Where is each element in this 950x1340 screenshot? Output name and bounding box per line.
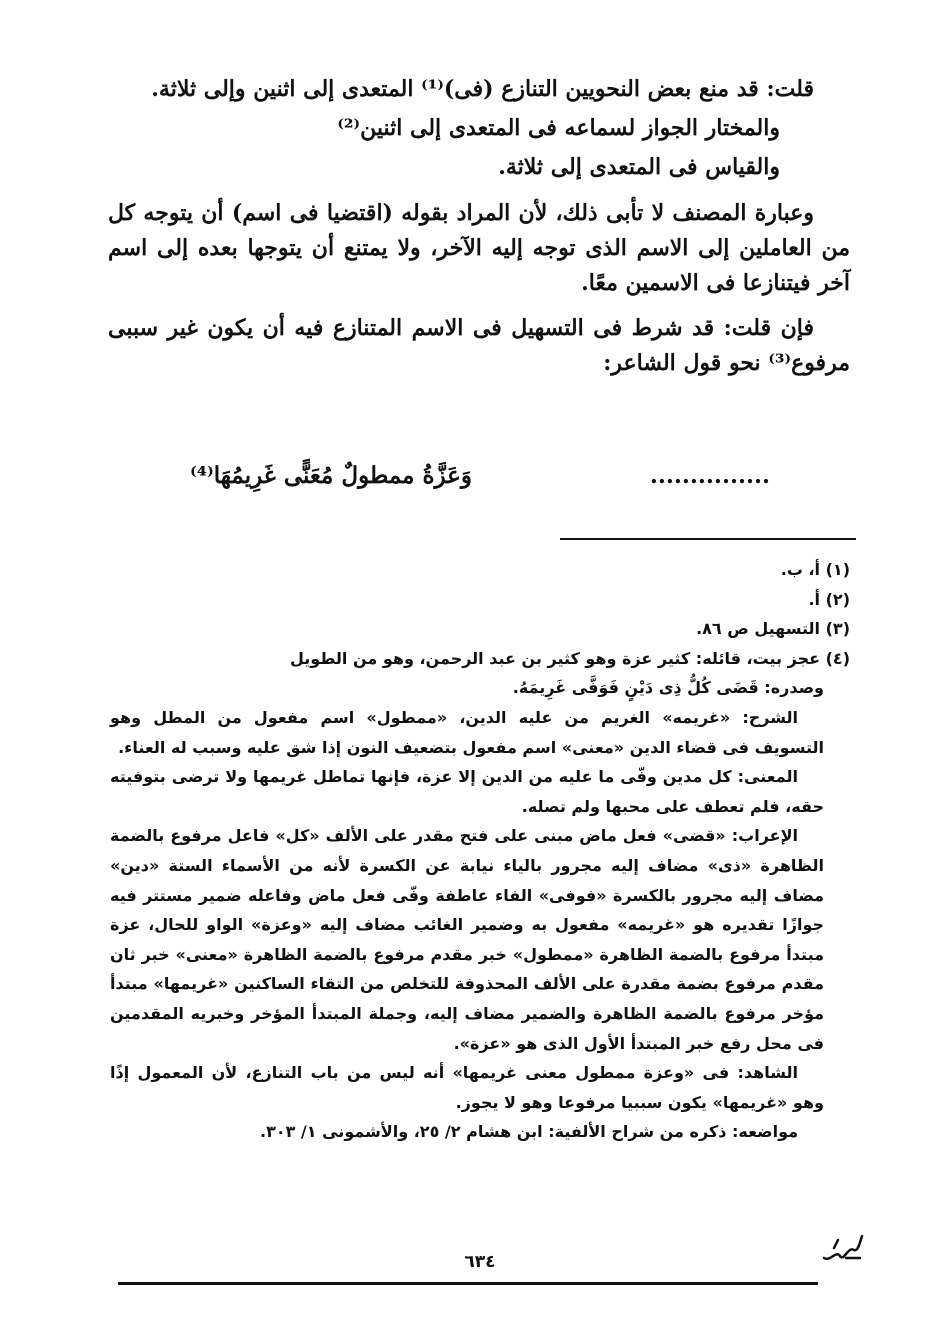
footnote-irab: الإعراب: «قضى» فعل ماض مبنى على فتح مقدر على الألف «كل» فاعل مرفوع بالضمة الظاهرة «ذى» مضاف إليه مجرور بالياء نيابة عن الكسرة لأنه من الأسماء الستة «دين» مضاف إليه مجرور بالكسرة «فوفى» الفاء عاطفة وفّى فعل ماض وفاعله ضمير مستتر فيه جوازًا تقديره هو «غريمه» مفعول به وضمير الغائب مضاف إليه «وعزة» الواو للحال، عزة مبتدأ مرفوع بالضمة الظاهرة «ممطول» خبر مقدم مرفوع بالضمة الظاهرة «معنى» خبر ثان مقدم مرفوع بضمة مقدرة على الألف المحذوفة للتخلص من التقاء الساكنين «غريمها» مبتدأ مؤخر مرفوع بالضمة الظاهرة والضمير مضاف إليه، وجملة المبتدأ المؤخر وخبريه المقدمين فى محل رفع خبر المبتدأ الأول الذى هو «عزة». [110, 826, 824, 1053]
footnote-sharh: الشرح: «غريمه» الغريم من عليه الدين، «ممطول» اسم مفعول من المطل وهو التسويف فى قضاء الدين «معنى» اسم مفعول بتضعيف النون إذا شق عليه وسبب له العناء. [110, 707, 824, 757]
footnote-shahid: الشاهد: فى «وعزة ممطول معنى غريمها» أنه ليس من باب التنازع، لأن المعمول إذًا وهو «غريمها» يكون سببيا مرفوعا وهو لا يجوز. [110, 1063, 824, 1112]
footnote-2: (٢) أ. [808, 589, 850, 609]
page-number: ٦٣٤ [464, 1252, 496, 1272]
signature-mark-icon [820, 1228, 866, 1268]
verse-second-hemistich: وَعَزَّةُ ممطولٌ مُعَنًّى غَرِيمُهَا⁽⁴⁾ [190, 462, 473, 489]
bottom-rule [118, 1282, 818, 1285]
footnote-1: (١) أ، ب. [780, 560, 850, 579]
footnote-4: (٤) عجز بيت، قائله: كثير عزة وهو كثير بن عبد الرحمن، وهو من الطويل [290, 648, 850, 668]
footnote-divider [560, 538, 856, 540]
paragraph-1: قلت: قد منع بعض النحويين التنازع (فى)⁽¹⁾ المتعدى إلى اثنين وإلى ثلاثة. [151, 76, 814, 102]
paragraph-4: وعبارة المصنف لا تأبى ذلك، لأن المراد بقوله (اقتضيا فى اسم) أن يتوجه كل من العاملين إلى الاسم الذى توجه إليه الآخر، ولا يمتنع أن يتوجها بعده إلى اسم آخر فيتنازعا فى الاسمين معًا. [108, 199, 850, 296]
footnote-4-sadr: وصدره: قَضَى كُلُّ ذِى دَيْنٍ فَوَفَّى غَرِيمَهُ. [512, 678, 824, 698]
paragraph-2: والمختار الجواز لسماعه فى المتعدى إلى اثنين⁽²⁾ [337, 115, 780, 142]
footnotes [110, 555, 850, 1147]
footnote-3: (٣) التسهيل ص ٨٦. [696, 619, 850, 639]
footnote-mawadi: مواضعه: ذكره من شراح الألفية: ابن هشام ٢/ ٢٥، والأشمونى ١/ ٣٠٣. [259, 1122, 798, 1142]
paragraph-5: فإن قلت: قد شرط فى التسهيل فى الاسم المتنازع فيه أن يكون غير سببى مرفوع⁽³⁾ نحو قول الشاعر: [108, 315, 850, 377]
verse-first-hemistich: ............... [649, 462, 770, 489]
poetry-verse [190, 462, 770, 489]
main-text [108, 72, 850, 386]
footnote-maana: المعنى: كل مدين وفّى ما عليه من الدين إلا عزة، فإنها تماطل غريمها ولا ترضى بتوفيته حقه، فلم تعطف على محبها ولم تصله. [110, 767, 824, 816]
paragraph-3: والقياس فى المتعدى إلى ثلاثة. [498, 154, 780, 181]
